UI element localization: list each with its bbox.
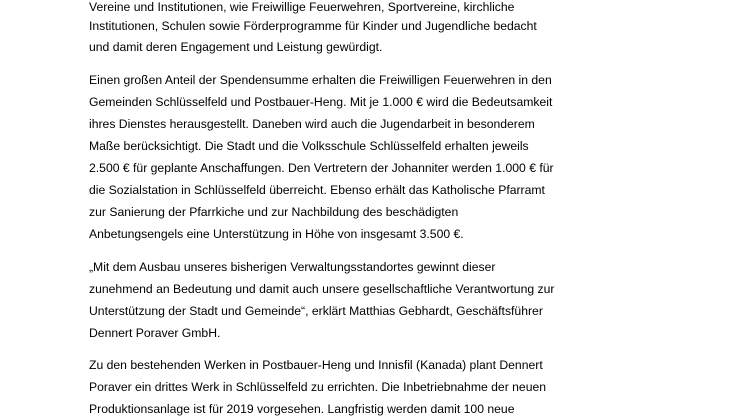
text-line: Anbetungsengels eine Unterstützung in Höhe von insgesamt 3.500 €. [89,227,464,241]
text-line: die Sozialstation in Schlüsselfeld überreicht. Ebenso erhält das Katholische Pfarramt [89,183,545,197]
quote-line: zunehmend an Bedeutung und damit auch unsere gesellschaftliche Verantwortung zur [89,282,555,296]
text-line: ihres Dienstes herausgestellt. Daneben wird auch die Jugendarbeit in besonderem [89,117,535,131]
text-line: Poraver ein drittes Werk in Schlüsselfeld zu errichten. Die Inbetriebnahme der neuen [89,380,547,394]
text-line: zur Sanierung der Pfarrkiche und zur Nachbildung des beschädigten [89,205,459,219]
text-line: Gemeinden Schlüsselfeld und Postbauer-Heng. Mit je 1.000 € wird die Bedeutsamkeit [89,95,553,109]
quote-line: Unterstützung der Stadt und Gemeinde“, erklärt Matthias Gebhardt, Geschäftsführer [89,304,543,318]
quote-line: „Mit dem Ausbau unseres bisherigen Verwaltungsstandortes gewinnt dieser [89,260,496,274]
text-line: Produktionsanlage ist für 2019 vorgesehen. Langfristig werden damit 100 neue [89,402,515,416]
text-line: Maße berücksichtigt. Die Stadt und die Volksschule Schlüsselfeld erhalten jeweils [89,139,529,153]
text-line: Zu den bestehenden Werken in Postbauer-Heng und Innisfil (Kanada) plant Dennert [89,358,543,372]
text-line: Vereine und Institutionen, wie Freiwillige Feuerwehren, Sportvereine, kirchliche [89,0,515,14]
text-line: Einen großen Anteil der Spendensumme erhalten die Freiwilligen Feuerwehren in den [89,73,552,87]
text-line: und damit deren Engagement und Leistung gewürdigt. [89,40,383,54]
text-line: 2.500 € für geplante Anschaffungen. Den Vertretern der Johanniter werden 1.000 € für [89,161,554,175]
text-line: Institutionen, Schulen sowie Förderprogramme für Kinder und Jugendliche bedacht [89,19,537,33]
quote-line: Dennert Poraver GmbH. [89,326,221,340]
